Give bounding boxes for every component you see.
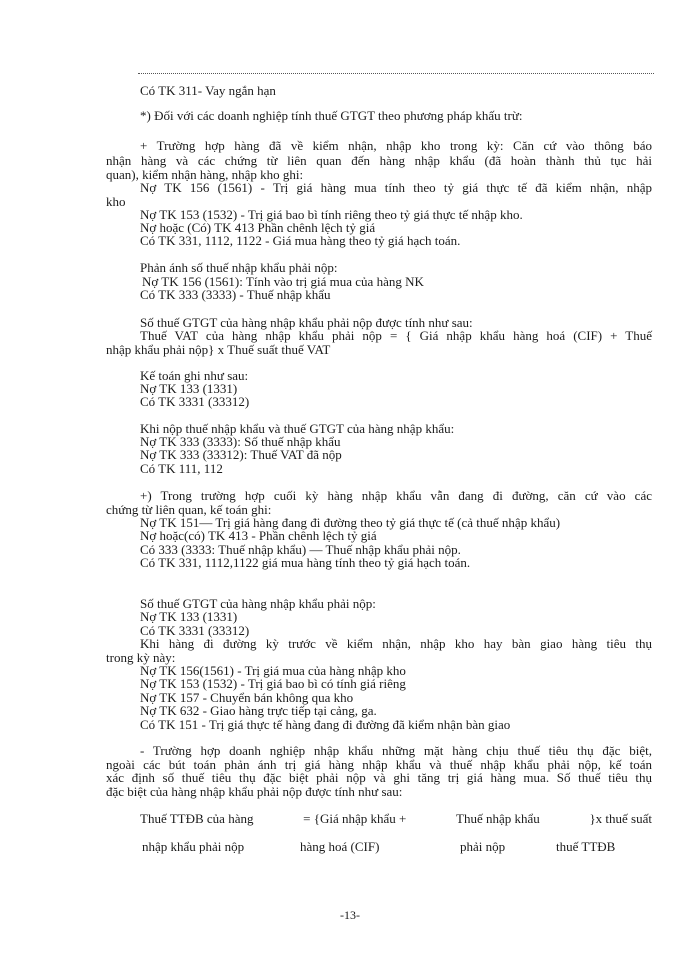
text-line: kho (106, 194, 126, 209)
text-line: Phản ánh số thuế nhập khẩu phải nộp: (140, 260, 338, 275)
page-number: -13- (340, 908, 360, 922)
text-line: Nợ TK 632 - Giao hàng trực tiếp tại cảng, ga. (140, 703, 377, 718)
formula-cell: thuế TTĐB (556, 839, 616, 854)
text-line: Nợ TK 151— Trị giá hàng đang đi đường theo tỷ giá thực tế (cả thuế nhập khẩu) (140, 515, 561, 530)
text-line: Có 333 (3333: Thuế nhập khẩu) — Thuế nhập khẩu phải nộp. (140, 542, 461, 557)
formula-cell: phải nộp (460, 839, 506, 854)
text-line: Nợ TK 156(1561) - Trị giá mua của hàng nhập kho (140, 663, 406, 678)
text-line: Kế toán ghi như sau: (140, 368, 249, 383)
formula-cell: }x thuế suất (589, 811, 652, 826)
text-line: Khi hàng đi đường kỳ trước về kiểm nhận, nhập kho hay bàn giao hàng tiêu thụ (140, 636, 652, 651)
text-line: Nợ TK 157 - Chuyển bán không qua kho (140, 690, 354, 705)
text-line: Số thuế GTGT của hàng nhập khẩu phải nộp: (140, 596, 376, 611)
text-line: *) Đối với các doanh nghiệp tính thuế GTGT theo phương pháp khấu trừ: (140, 108, 523, 123)
text-line: chứng từ liên quan, kế toán ghi: (106, 502, 272, 517)
text-line: Nợ TK 156 (1561) - Trị giá hàng mua tính theo tỷ giá thực tế đã kiểm nhận, nhập (140, 180, 652, 195)
formula-row-2 (142, 840, 652, 854)
formula-row-1 (140, 812, 652, 826)
text-line: đặc biệt của hàng nhập khẩu phải nộp được tính như sau: (106, 784, 403, 799)
text-line: + Trường hợp hàng đã về kiểm nhận, nhập kho trong kỳ: Căn cứ vào thông báo (140, 138, 652, 153)
text-line: Nợ hoặc (Có) TK 413 Phần chênh lệch tỷ giá (140, 220, 376, 235)
text-line: nhập khẩu phải nộp} x Thuế suất thuế VAT (106, 342, 331, 357)
text-line: xác định số thuế tiêu thụ đặc biệt phải nộp và ghi tăng trị giá hàng mua. Số thuế tiêu thụ (106, 770, 652, 785)
text-line: quan), kiểm nhận hàng, nhập kho ghi: (106, 167, 304, 182)
text-line: Nợ TK 333 (33312): Thuế VAT đã nộp (140, 447, 342, 462)
text-line: Thuế VAT của hàng nhập khẩu phải nộp = { Giá nhập khẩu hàng hoá (CIF) + Thuế (140, 328, 652, 343)
text-line: Có TK 333 (3333) - Thuế nhập khẩu (140, 287, 331, 302)
text-line: ngoài các bút toán phản ánh trị giá hàng nhập khẩu và thuế nhập khẩu phải nộp, kế toán (106, 757, 652, 772)
formula-cell: nhập khẩu phải nộp (142, 839, 245, 854)
text-line: Có TK 311- Vay ngắn hạn (140, 83, 276, 98)
text-line: Có TK 111, 112 (140, 461, 223, 476)
text-line: Số thuế GTGT của hàng nhập khẩu phải nộp được tính như sau: (140, 315, 473, 330)
text-line: Có TK 331, 1112,1122 giá mua hàng tính theo tỷ giá hạch toán. (140, 555, 471, 570)
text-line: Có TK 331, 1112, 1122 - Giá mua hàng theo tỷ giá hạch toán. (140, 233, 461, 248)
text-line: Nợ TK 333 (3333): Số thuế nhập khẩu (140, 434, 341, 449)
formula-cell: hàng hoá (CIF) (300, 839, 380, 854)
header-dotted-rule (138, 73, 654, 74)
text-line: Nợ TK 156 (1561): Tính vào trị giá mua của hàng NK (142, 274, 424, 289)
text-line: Nợ TK 133 (1331) (140, 609, 238, 624)
text-line: Nợ TK 153 (1532) - Trị giá bao bì tính riêng theo tỷ giá thực tế nhập kho. (140, 207, 523, 222)
text-line: Có TK 151 - Trị giá thực tế hàng đang đi đường đã kiểm nhận bàn giao (140, 717, 511, 732)
formula-cell: = {Giá nhập khẩu + (303, 811, 407, 826)
text-line: Nợ hoặc(có) TK 413 - Phần chênh lệch tỷ giá (140, 528, 377, 543)
text-line: trong kỳ này: (106, 650, 176, 665)
text-line: nhận hàng và các chứng từ liên quan đến hàng nhập khẩu (đã hoàn thành thủ tục hải (106, 153, 652, 168)
text-line: - Trường hợp doanh nghiệp nhập khẩu những mặt hàng chịu thuế tiêu thụ đặc biệt, (140, 743, 652, 758)
text-line: Có TK 3331 (33312) (140, 394, 250, 409)
text-line: +) Trong trường hợp cuối kỳ hàng nhập khẩu vẫn đang đi đường, căn cứ vào các (140, 488, 652, 503)
text-line: Có TK 3331 (33312) (140, 623, 250, 638)
text-line: Khi nộp thuế nhập khẩu và thuế GTGT của hàng nhập khẩu: (140, 421, 455, 436)
formula-cell: Thuế TTĐB của hàng (140, 811, 254, 826)
text-line: Nợ TK 153 (1532) - Trị giá bao bì có tính giá riêng (140, 676, 406, 691)
text-line: Nợ TK 133 (1331) (140, 381, 238, 396)
formula-cell: Thuế nhập khẩu (456, 811, 540, 826)
